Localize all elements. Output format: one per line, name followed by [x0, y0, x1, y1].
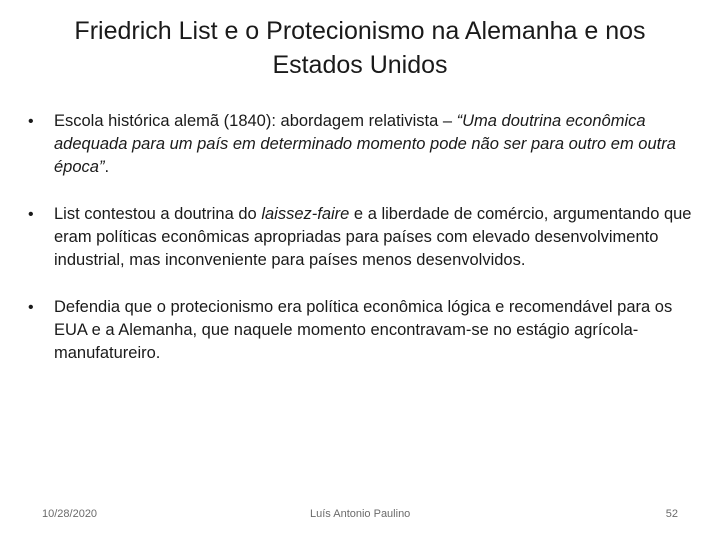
- footer-page-number: 52: [665, 508, 678, 520]
- slide-title-line-1: Friedrich List e o Protecionismo na Alemanha e nos: [74, 17, 646, 45]
- bullet-text: List contestou a doutrina do: [54, 205, 262, 223]
- bullet-marker: •: [28, 299, 34, 316]
- slide-title-line-2: Estados Unidos: [272, 51, 448, 79]
- slide-title: [40, 14, 680, 82]
- bullet-text-italic: “Uma doutrina econômica adequada para um país em determinado momento pode não ser para outro em outra época”: [54, 112, 676, 176]
- bullet-text-italic: laissez-faire: [261, 205, 350, 223]
- bullet-text: Defendia que o protecionismo era política econômica lógica e recomendável para os EUA e a Alemanha, que naquele momento encontravam-se no estágio agrícola-manufatureiro.: [54, 298, 673, 362]
- footer-date: 10/28/2020: [42, 508, 98, 520]
- bullet-text: Escola histórica alemã (1840): abordagem relativista –: [54, 112, 457, 130]
- bullet-list: [28, 110, 698, 389]
- bullet-text-suffix: .: [104, 158, 110, 176]
- bullet-marker: •: [28, 206, 34, 223]
- bullet-item: [28, 296, 698, 365]
- bullet-item: [28, 203, 698, 272]
- footer-author: Luís Antonio Paulino: [310, 508, 411, 520]
- bullet-text-suffix: e a liberdade de comércio, argumentando que eram políticas econômicas apropriadas para países com elevado desenvolvimento industrial, mas inconveniente para países menos desenvolvidos.: [54, 205, 692, 269]
- bullet-marker: •: [28, 113, 34, 130]
- bullet-item: [28, 110, 698, 179]
